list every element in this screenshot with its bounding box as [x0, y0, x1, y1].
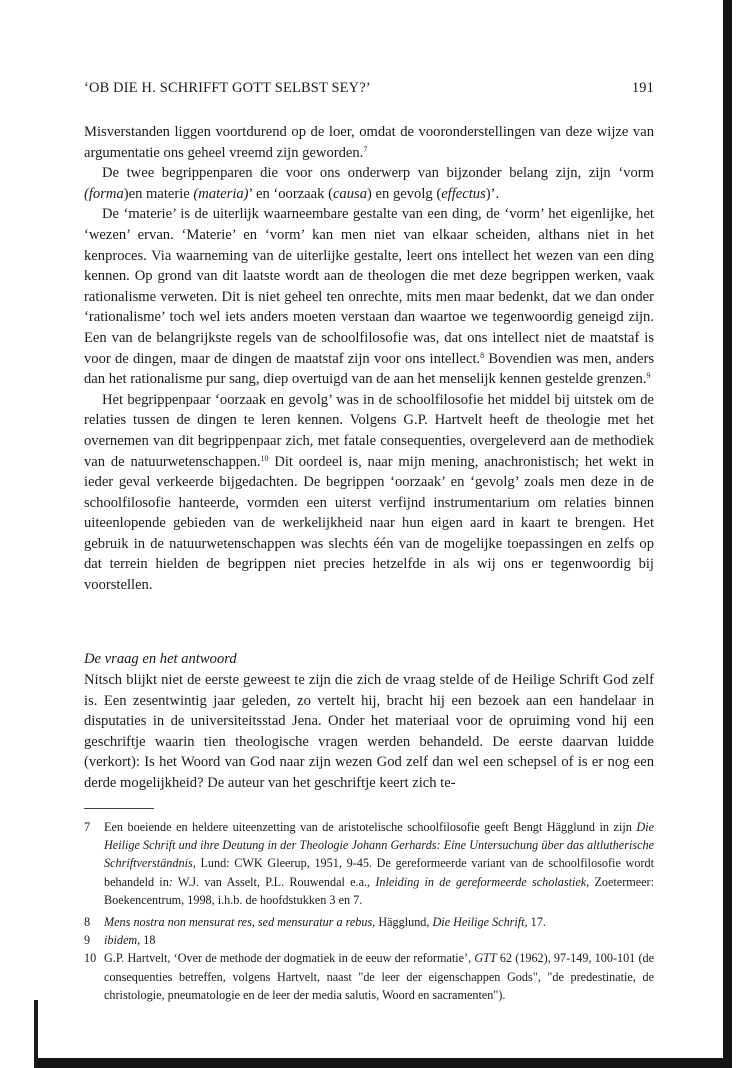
footnote-7: 7 Een boeiende en heldere uiteenzetting van de aristotelische schoolfilosofie geeft Bengt Hägglund in zijn Die Heilige Schrift und ihre Deutung in der Theologie Johann Gerhards: Eine Untersuchung über das altlutherische Schriftverständnis, Lund: CWK Gleerup, 1951, 9-45. De gereformeerde variant van de schoolfilosofie wordt behandeld in: W.J. van Asselt, P.L. Rouwendal e.a., Inleiding in de gereformeerde scholastiek, Zoetermeer: Boekencentrum, 1998, i.h.b. de hoofdstukken 3 en 7.: [84, 820, 655, 907]
running-header: [84, 80, 654, 100]
page-number: 191: [631, 80, 654, 96]
footnote-ref-7[interactable]: 7: [363, 144, 368, 154]
footnotes: [84, 818, 654, 1004]
paragraph-1: Misverstanden liggen voortdurend op de loer, omdat de vooronderstellingen van deze wijze van argumentatie ons geheel vreemd zijn geworden.$^7$: [84, 124, 654, 161]
footnote-ref-8[interactable]: 8: [480, 350, 485, 360]
main-text: [84, 122, 654, 596]
paragraph-3: De ‘materie’ is de uiterlijk waarneembare gestalte van een ding, de ‘vorm’ het eigenlijke, het ‘wezen’ ervan. ‘Materie’ en ‘vorm’ kan men niet van elkaar scheiden, althans niet in het kenproces. Via waarneming van de uiterlijke gestalte, leert ons intellect het wezen van een ding kennen. Op grond van dit laatste wordt aan de theologen die met deze begrippen werken, vaak rationalisme verweten. Dit is niet geheel ten onrechte, mits men maar bedenkt, dat we dan onder ‘rationalisme’ toch wel iets anders moeten verstaan dan waartoe we tegenwoordig geneigd zijn. Een van de belangrijkste regels van de schoolfilosofie was, dat ons intellect niet de maatstaf is voor de dingen, maar de dingen de maatstaf zijn voor ons intellect.$^8$ Bovendien was men, anders dan het rationalisme pur sang, diep overtuigd van de aan het menselijk kennen gestelde grenzen.$^9$: [84, 206, 654, 388]
footnote-8: 8 Mens nostra non mensurat res, sed mensuratur a rebus, Hägglund, Die Heilige Schrift, 17.: [84, 913, 654, 931]
paragraph-2: De twee begrippenparen die voor ons onderwerp van bijzonder belang zijn, zijn ‘vorm (forma)en materie (materia)’ en ‘oorzaak (causa) en gevolg (effectus)’.: [84, 165, 654, 202]
footnote-separator: [84, 808, 154, 809]
footnote-9: 9 ibidem, 18: [84, 931, 654, 949]
footnote-number: 9: [84, 933, 91, 948]
footnote-number: 8: [84, 915, 91, 930]
paragraph-4: Het begrippenpaar ‘oorzaak en gevolg’ was in de schoolfilosofie het middel bij uitstek om de relaties tussen de dingen te leren kennen. Volgens G.P. Hartvelt heeft de theologie met het overnemen van dit begrippenpaar zich, met fatale consequenties, overgeleverd aan de methodiek van de natuurwetenschappen.$^{10}$ Dit oordeel is, naar mijn mening, anachronistisch; het wekt in ieder geval verkeerde bijgedachten. De begrippen ‘oorzaak’ en ‘gevolg’ zoals men deze in de schoolfilosofie hanteerde, vormden een uiterst verfijnd instrumentarium om relaties binnen uiteenlopende gebieden van de werkelijkheid naar hun eigen aard in kaart te brengen. Het gebruik in de natuurwetenschappen was slechts één van de mogelijke toepassingen en zelfs op dat terrein hielden de begrippen niet precies hetzelfde in als wij ons er tegenwoordig bij voorstellen.: [84, 391, 655, 594]
footnote-number: 10: [84, 951, 97, 966]
paragraph-5: Nitsch blijkt niet de eerste geweest te zijn die zich de vraag stelde of de Heilige Schrift God zelf is. Een zesentwintig jaar geleden, zo vertelt hij, bracht hij een bezoek aan een handelaar in disputaties in de universiteitsstad Jena. Onder het materiaal voor de opruiming vond hij een geschriftje waarin tien theologische vragen werden behandeld. De eerste daarvan luidde (verkort): Is het Woord van God naar zijn wezen God zelf dan wel een schepsel of is er nog een derde mogelijkheid? De auteur van het geschriftje keert zich te-: [84, 672, 654, 791]
footnote-ref-10[interactable]: 10: [260, 453, 269, 463]
footnote-10: 10 G.P. Hartvelt, ‘Over de methode der dogmatiek in de eeuw der reformatie’, GTT 62 (1962), 97-149, 100-101 (de consequenties betreffen, volgens Hartvelt, naast "de leer der eigenschappen Gods", "de predestinatie, de christologie, pneumatologie en de leer der media salutis, Woord en sacramenten").: [84, 951, 655, 1002]
footnote-number: 7: [84, 820, 91, 834]
scan-edge-left: [34, 1000, 38, 1068]
scan-edge-bottom: [36, 1058, 732, 1068]
scan-edge-right: [723, 0, 732, 1068]
footnote-ref-9[interactable]: 9: [646, 371, 651, 381]
running-title: ‘OB DIE H. SCHRIFFT GOTT SELBST SEY?’: [84, 80, 371, 96]
section-heading: De vraag en het antwoord: [84, 651, 237, 667]
